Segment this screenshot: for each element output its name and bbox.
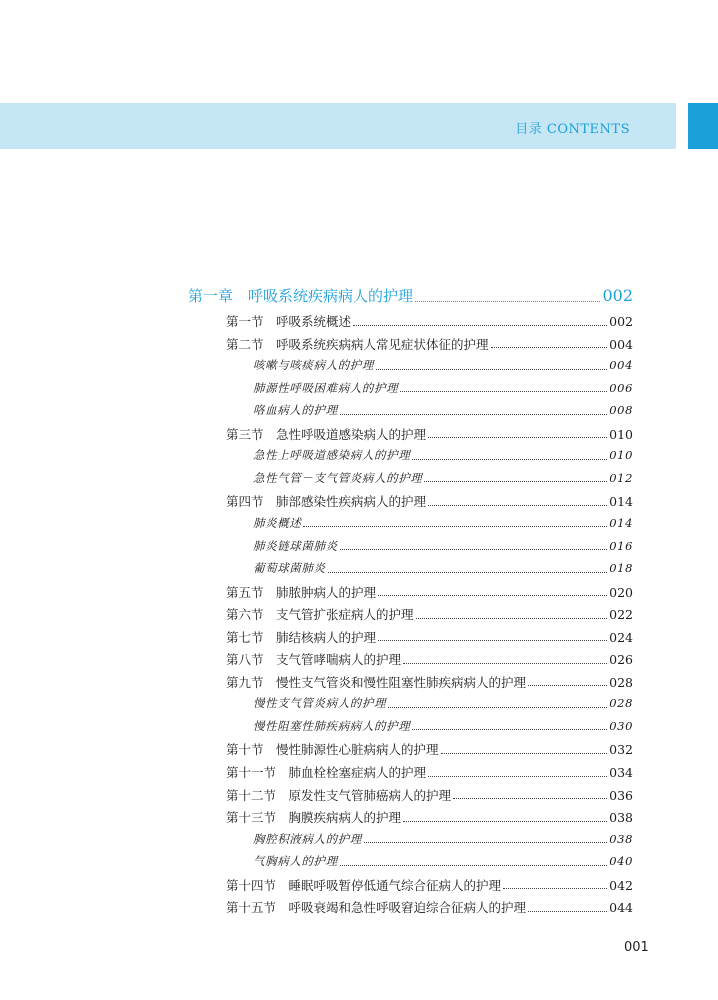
toc-entry-title: 慢性阻塞性肺疾病病人的护理 (253, 718, 411, 733)
toc-section-entry[interactable] (226, 492, 633, 510)
toc-page-number: 012 (609, 470, 633, 485)
toc-leader-dots (453, 798, 607, 799)
toc-leader-dots (415, 301, 600, 302)
toc-page-number: 038 (609, 810, 633, 826)
toc-page-number: 038 (609, 831, 633, 846)
toc-entry-title: 第三节 急性呼吸道感染病人的护理 (226, 426, 427, 442)
toc-section-entry[interactable] (226, 650, 633, 668)
toc-leader-dots (528, 911, 607, 912)
toc-entry-title: 第四节 肺部感染性疾病病人的护理 (226, 494, 427, 510)
toc-leader-dots (528, 685, 607, 686)
toc-leader-dots (424, 481, 607, 482)
toc-entry-title: 急性上呼吸道感染病人的护理 (253, 448, 411, 463)
toc-page-number: 014 (609, 515, 633, 530)
toc-leader-dots (403, 821, 607, 822)
toc-section-entry[interactable] (226, 673, 633, 691)
toc-page-number: 030 (609, 718, 633, 733)
toc-entry-title: 第七节 肺结核病人的护理 (226, 629, 377, 645)
toc-entry-title: 咳嗽与咳痰病人的护理 (253, 358, 374, 373)
toc-subsection-entry[interactable] (253, 470, 633, 486)
toc-entry-title: 第十节 慢性肺源性心脏病病人的护理 (226, 742, 439, 758)
toc-page-number: 042 (609, 877, 633, 893)
toc-leader-dots (353, 325, 607, 326)
toc-section-entry[interactable] (226, 425, 633, 443)
toc-leader-dots (376, 369, 607, 370)
toc-leader-dots (403, 663, 607, 664)
toc-leader-dots (340, 549, 608, 550)
toc-leader-dots (416, 618, 608, 619)
toc-page-number: 036 (609, 787, 633, 803)
toc-entry-title: 气胸病人的护理 (253, 854, 338, 869)
toc-page-number: 016 (609, 538, 633, 553)
toc-page-number: 028 (609, 674, 633, 690)
toc-subsection-entry[interactable] (253, 402, 633, 418)
toc-entry-title: 肺源性呼吸困难病人的护理 (253, 380, 399, 395)
toc-page-number: 032 (609, 742, 633, 758)
toc-subsection-entry[interactable] (253, 447, 633, 463)
toc-section-entry[interactable] (226, 898, 633, 916)
toc-chapter-entry[interactable] (188, 285, 633, 306)
toc-entry-title: 急性气管－支气管炎病人的护理 (253, 470, 423, 485)
toc-section-entry[interactable] (226, 786, 633, 804)
toc-subsection-entry[interactable] (253, 515, 633, 531)
toc-page-number: 004 (609, 358, 633, 373)
toc-section-entry[interactable] (226, 605, 633, 623)
toc-page-number: 034 (609, 765, 633, 780)
toc-page-number: 006 (609, 380, 633, 395)
toc-leader-dots (378, 595, 607, 596)
toc-page-number: 014 (609, 494, 633, 510)
toc-entry-title: 第八节 支气管哮喘病人的护理 (226, 652, 402, 668)
toc-entry-title: 第一节 呼吸系统概述 (226, 314, 352, 329)
toc-section-entry[interactable] (226, 876, 633, 894)
toc-section-entry[interactable] (226, 763, 633, 781)
contents-heading: 目录 CONTENTS (515, 122, 630, 137)
toc-page-number: 044 (609, 900, 633, 916)
toc-page-number: 024 (609, 629, 633, 645)
toc-subsection-entry[interactable] (253, 560, 633, 576)
toc-entry-title: 第五节 肺脓肿病人的护理 (226, 584, 377, 600)
toc-entry-title: 第一章 呼吸系统疾病病人的护理 (188, 287, 414, 305)
toc-leader-dots (340, 414, 608, 415)
toc-entry-title: 咯血病人的护理 (253, 403, 338, 418)
toc-entry-title: 肺炎概述 (253, 515, 302, 530)
toc-page-number: 002 (609, 314, 633, 329)
toc-leader-dots (400, 391, 607, 392)
toc-leader-dots (428, 505, 607, 506)
toc-leader-dots (364, 842, 607, 843)
toc-leader-dots (428, 776, 607, 777)
toc-section-entry[interactable] (226, 583, 633, 601)
toc-entry-title: 胸腔积液病人的护理 (253, 831, 362, 846)
toc-leader-dots (412, 729, 607, 730)
toc-subsection-entry[interactable] (253, 357, 633, 373)
toc-section-entry[interactable] (226, 740, 633, 758)
toc-leader-dots (303, 526, 607, 527)
toc-subsection-entry[interactable] (253, 718, 633, 734)
toc-leader-dots (340, 865, 608, 866)
page-number: 001 (624, 940, 649, 955)
toc-subsection-entry[interactable] (253, 538, 633, 554)
toc-page-number: 002 (602, 286, 633, 305)
toc-subsection-entry[interactable] (253, 853, 633, 869)
toc-page-number: 010 (609, 426, 633, 442)
toc-section-entry[interactable] (226, 335, 633, 353)
toc-page-number: 022 (609, 607, 633, 623)
toc-entry-title: 第十二节 原发性支气管肺癌病人的护理 (226, 787, 452, 803)
toc-entry-title: 第九节 慢性支气管炎和慢性阻塞性肺疾病病人的护理 (226, 674, 527, 690)
toc-entry-title: 第十四节 睡眠呼吸暂停低通气综合征病人的护理 (226, 877, 502, 893)
toc-page-number: 026 (609, 652, 633, 668)
toc-page-number: 018 (609, 561, 633, 576)
toc-entry-title: 第十一节 肺血栓栓塞症病人的护理 (226, 765, 427, 780)
toc-page-number: 004 (609, 336, 633, 352)
header-tab-marker (688, 103, 718, 149)
toc-subsection-entry[interactable] (253, 695, 633, 711)
toc-leader-dots (328, 572, 608, 573)
toc-entry-title: 第二节 呼吸系统疾病病人常见症状体征的护理 (226, 336, 489, 352)
toc-entry-title: 肺炎链球菌肺炎 (253, 538, 338, 553)
toc-subsection-entry[interactable] (253, 831, 633, 847)
toc-entry-title: 慢性支气管炎病人的护理 (253, 696, 387, 711)
toc-page-number: 020 (609, 584, 633, 600)
toc-leader-dots (388, 707, 607, 708)
toc-subsection-entry[interactable] (253, 380, 633, 396)
toc-entry-title: 第十五节 呼吸衰竭和急性呼吸窘迫综合征病人的护理 (226, 900, 527, 916)
toc-leader-dots (441, 753, 608, 754)
toc-entry-title: 葡萄球菌肺炎 (253, 561, 326, 576)
toc-leader-dots (428, 437, 607, 438)
toc-entry-title: 第十三节 胸膜疾病病人的护理 (226, 810, 402, 826)
toc-leader-dots (491, 347, 608, 348)
toc-entry-title: 第六节 支气管扩张症病人的护理 (226, 607, 414, 623)
toc-leader-dots (378, 640, 607, 641)
toc-section-entry[interactable] (226, 808, 633, 826)
toc-section-entry[interactable] (226, 312, 633, 330)
toc-page-number: 010 (609, 448, 633, 463)
toc-leader-dots (412, 459, 607, 460)
toc-page-number: 040 (609, 854, 633, 869)
toc-page-number: 008 (609, 403, 633, 418)
toc-leader-dots (503, 888, 607, 889)
toc-section-entry[interactable] (226, 628, 633, 646)
toc-page-number: 028 (609, 696, 633, 711)
